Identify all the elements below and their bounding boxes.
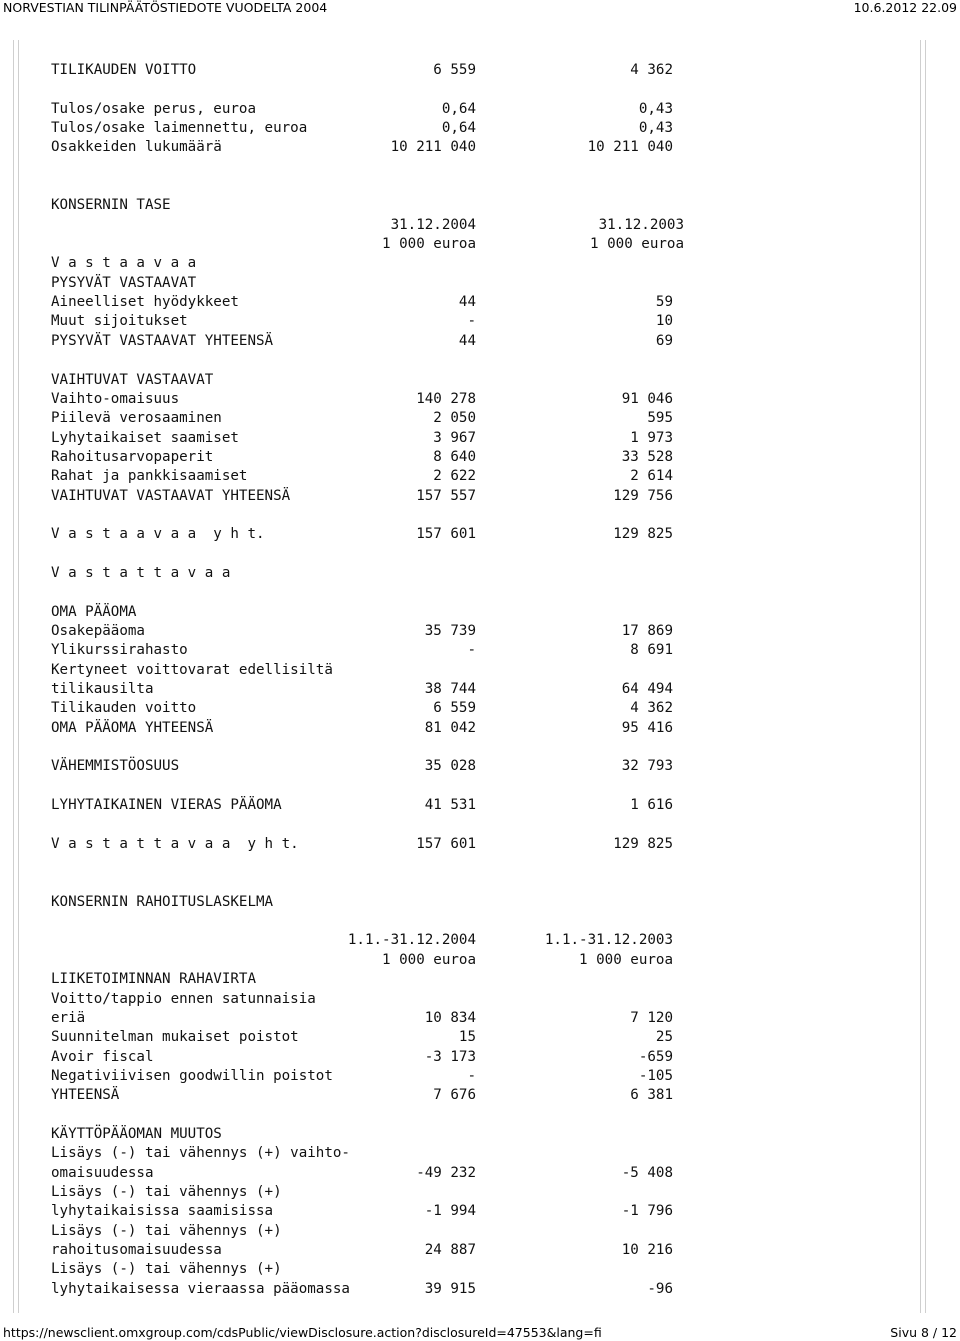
row-label: VÄHEMMISTÖOSUUS xyxy=(51,758,180,775)
value-previous-year: 0,43 xyxy=(638,100,673,117)
row-label: omaisuudessa xyxy=(51,1164,154,1181)
row-label: Suunnitelman mukaiset poistot xyxy=(51,1029,299,1046)
value-current-year: 44 xyxy=(458,332,476,349)
row-label: Rahat ja pankkisaamiset xyxy=(51,468,248,485)
frame-border xyxy=(18,40,19,1313)
value-current-year: 3 967 xyxy=(433,429,476,446)
row-label: V a s t a t t a v a a y h t. xyxy=(51,835,299,852)
value-previous-year: 8 691 xyxy=(630,642,673,659)
value-previous-year: 91 046 xyxy=(621,390,673,407)
value-previous-year: 4 362 xyxy=(630,62,673,78)
value-current-year: - xyxy=(467,1067,476,1084)
value-previous-year: 2 614 xyxy=(630,468,673,485)
row-label: TILIKAUDEN VOITTO xyxy=(51,62,197,78)
value-current-year: 81 042 xyxy=(424,719,476,736)
row-label: KONSERNIN RAHOITUSLASKELMA xyxy=(51,893,274,910)
value-previous-year: 25 xyxy=(655,1029,673,1046)
row-label: VAIHTUVAT VASTAAVAT xyxy=(51,371,214,388)
row-label: Muut sijoitukset xyxy=(51,313,188,330)
row-label: OMA PÄÄOMA xyxy=(51,603,137,620)
row-label: Voitto/tappio ennen satunnaisia xyxy=(51,990,316,1007)
value-previous-year: 1 616 xyxy=(630,797,673,814)
value-previous-year: -1 796 xyxy=(621,1203,673,1220)
value-previous-year: 10 xyxy=(655,313,673,330)
row-label: Osakepääoma xyxy=(51,622,145,639)
row-label: Rahoitusarvopaperit xyxy=(51,448,214,465)
value-previous-year: -659 xyxy=(638,1048,673,1065)
value-current-year: - xyxy=(467,313,476,330)
value-current-year: 41 531 xyxy=(424,797,476,814)
row-label: PYSYVÄT VASTAAVAT xyxy=(51,274,197,291)
value-current-year: 15 xyxy=(458,1029,476,1046)
frame-border xyxy=(920,40,921,1313)
value-current-year: 157 557 xyxy=(416,487,476,504)
row-label: Tilikauden voitto xyxy=(51,700,197,717)
row-label: Tulos/osake laimennettu, euroa xyxy=(51,120,308,137)
row-label: KONSERNIN TASE xyxy=(51,197,171,214)
row-label: Lyhytaikaiset saamiset xyxy=(51,429,239,446)
value-previous-year: 4 362 xyxy=(630,700,673,717)
value-previous-year: 17 869 xyxy=(621,622,673,639)
value-current-year: 1 000 euroa xyxy=(382,236,476,253)
value-previous-year: 129 825 xyxy=(613,835,673,852)
value-previous-year: 1 000 euroa xyxy=(590,236,684,253)
row-label: Lisäys (-) tai vähennys (+) xyxy=(51,1261,282,1278)
value-current-year: -49 232 xyxy=(416,1164,476,1181)
value-previous-year: 33 528 xyxy=(621,448,673,465)
row-label: Osakkeiden lukumäärä xyxy=(51,139,222,156)
value-previous-year: 7 120 xyxy=(630,1009,673,1026)
value-previous-year: 0,43 xyxy=(638,120,673,137)
value-current-year: 38 744 xyxy=(424,681,476,697)
row-label: Lisäys (-) tai vähennys (+) xyxy=(51,1183,282,1200)
row-label: Lisäys (-) tai vähennys (+) vaihto- xyxy=(51,1145,350,1162)
frame-border xyxy=(925,40,926,1313)
value-previous-year: 95 416 xyxy=(621,719,673,736)
row-label: tilikausilta xyxy=(51,681,154,697)
value-current-year: 10 834 xyxy=(424,1009,476,1026)
value-previous-year: 129 825 xyxy=(613,526,673,543)
value-current-year: -3 173 xyxy=(424,1048,476,1065)
value-current-year: 6 559 xyxy=(433,62,476,78)
value-previous-year: 59 xyxy=(655,294,673,311)
document-datetime: 10.6.2012 22.09 xyxy=(853,0,957,15)
value-current-year: 1 000 euroa xyxy=(382,951,476,968)
value-current-year: -1 994 xyxy=(424,1203,476,1220)
row-label: KÄYTTÖPÄÄOMAN MUUTOS xyxy=(51,1125,222,1142)
row-label: Kertyneet voittovarat edellisiltä xyxy=(51,661,333,678)
row-label: V a s t a t t a v a a xyxy=(51,564,231,581)
page-number: Sivu 8 / 12 xyxy=(890,1325,957,1340)
value-previous-year: 1 973 xyxy=(630,429,673,446)
value-previous-year: 595 xyxy=(647,410,673,427)
row-label: Avoir fiscal xyxy=(51,1048,154,1065)
document-header xyxy=(0,0,960,22)
row-label: VAIHTUVAT VASTAAVAT YHTEENSÄ xyxy=(51,487,291,504)
value-previous-year: 6 381 xyxy=(630,1087,673,1104)
row-label: LIIKETOIMINNAN RAHAVIRTA xyxy=(51,971,256,988)
row-label: Tulos/osake perus, euroa xyxy=(51,100,256,117)
value-current-year: 140 278 xyxy=(416,390,476,407)
frame-border xyxy=(13,40,14,1313)
value-previous-year: 1.1.-31.12.2003 xyxy=(544,932,673,949)
row-label: eriä xyxy=(51,1009,86,1026)
value-previous-year: 64 494 xyxy=(621,681,673,697)
value-previous-year: 129 756 xyxy=(613,487,673,504)
value-current-year: 35 739 xyxy=(424,622,476,639)
value-current-year: 157 601 xyxy=(416,835,476,852)
document-title: NORVESTIAN TILINPÄÄTÖSTIEDOTE VUODELTA 2004 xyxy=(3,0,328,15)
value-previous-year: 10 216 xyxy=(621,1241,673,1258)
document-footer xyxy=(0,1323,960,1341)
value-current-year: 35 028 xyxy=(424,758,476,775)
value-previous-year: 69 xyxy=(655,332,673,349)
row-label: LYHYTAIKAINEN VIERAS PÄÄOMA xyxy=(51,797,282,814)
value-current-year: 0,64 xyxy=(441,100,476,117)
row-label: Vaihto-omaisuus xyxy=(51,390,180,407)
row-label: Negativiivisen goodwillin poistot xyxy=(51,1067,333,1084)
row-label: lyhytaikaisessa vieraassa pääomassa xyxy=(51,1280,350,1297)
value-current-year: 10 211 040 xyxy=(390,139,476,156)
value-current-year: 44 xyxy=(458,294,476,311)
value-current-year: - xyxy=(467,642,476,659)
value-current-year: 2 050 xyxy=(433,410,476,427)
row-label: Piilevä verosaaminen xyxy=(51,410,222,427)
value-current-year: 8 640 xyxy=(433,448,476,465)
value-previous-year: 32 793 xyxy=(621,758,673,775)
source-url[interactable]: https://newsclient.omxgroup.com/cdsPublic/viewDisclosure.action?disclosureId=47553&lang=fi xyxy=(3,1325,602,1340)
value-current-year: 7 676 xyxy=(433,1087,476,1104)
value-previous-year: -105 xyxy=(638,1067,673,1084)
row-label: rahoitusomaisuudessa xyxy=(51,1241,222,1258)
row-label: V a s t a a v a a y h t. xyxy=(51,526,265,543)
row-label: Aineelliset hyödykkeet xyxy=(51,294,239,311)
row-label: YHTEENSÄ xyxy=(51,1087,120,1104)
value-current-year: 157 601 xyxy=(416,526,476,543)
row-label: lyhytaikaisissa saamisissa xyxy=(51,1203,274,1220)
value-current-year: 6 559 xyxy=(433,700,476,717)
value-current-year: 1.1.-31.12.2004 xyxy=(347,932,476,949)
value-previous-year: 31.12.2003 xyxy=(598,216,684,233)
value-previous-year: -96 xyxy=(647,1280,673,1297)
value-current-year: 24 887 xyxy=(424,1241,476,1258)
value-previous-year: 10 211 040 xyxy=(587,139,673,156)
row-label: V a s t a a v a a xyxy=(51,255,197,272)
value-current-year: 31.12.2004 xyxy=(390,216,476,233)
value-current-year: 39 915 xyxy=(424,1280,476,1297)
row-label: PYSYVÄT VASTAAVAT YHTEENSÄ xyxy=(51,332,274,349)
row-label: Lisäys (-) tai vähennys (+) xyxy=(51,1222,282,1239)
value-current-year: 0,64 xyxy=(441,120,476,137)
value-previous-year: -5 408 xyxy=(621,1164,673,1181)
value-current-year: 2 622 xyxy=(433,468,476,485)
row-label: OMA PÄÄOMA YHTEENSÄ xyxy=(51,719,214,736)
value-previous-year: 1 000 euroa xyxy=(579,951,673,968)
row-label: Ylikurssirahasto xyxy=(51,642,188,659)
